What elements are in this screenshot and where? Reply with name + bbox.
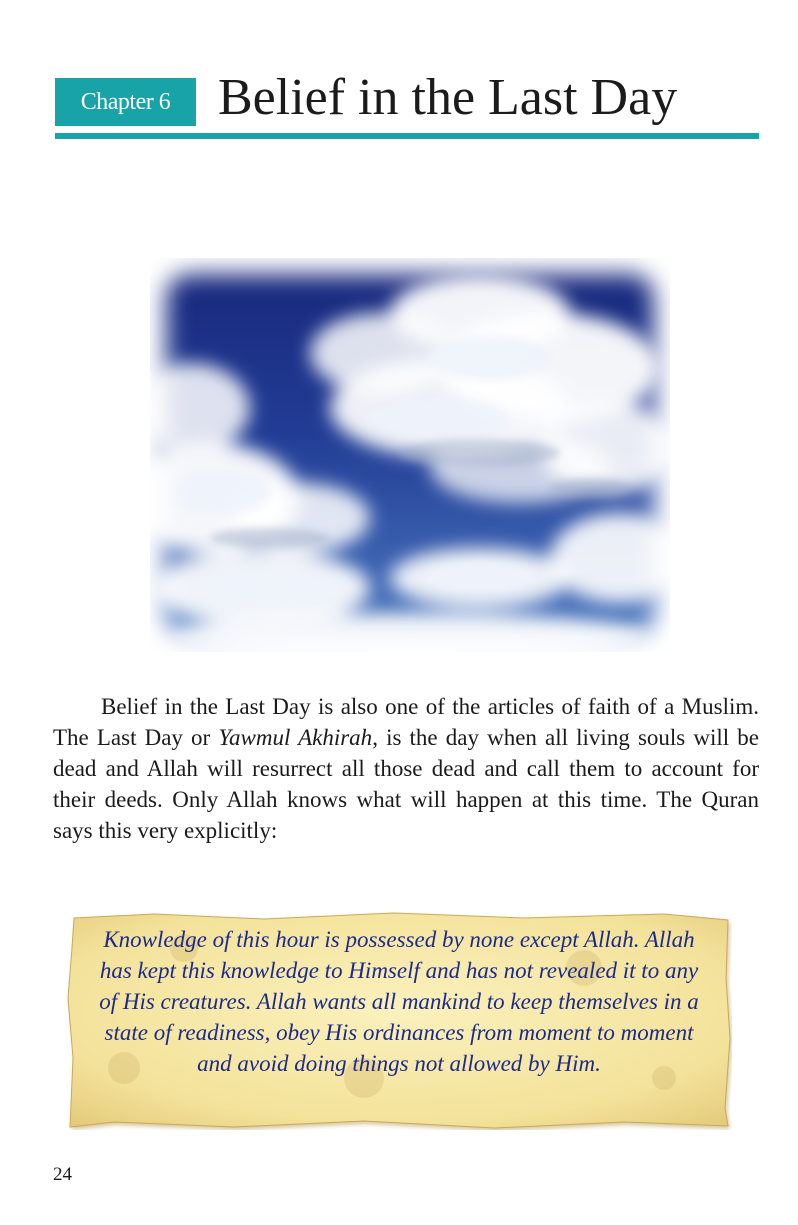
title-rule [55, 133, 759, 139]
yawmul-akhirah-term: Yawmul Akhirah [218, 725, 373, 750]
quote-text: Knowledge of this hour is possessed by none except Allah. Allah has kept this knowledge to Himself and has not revealed it to any of His creatures. Allah wants all mankind to keep themselves in a state of readiness, obey His ordinances from moment to moment and avoid doing things not allowed by Him. [99, 927, 699, 1076]
clouds-photo [150, 258, 670, 652]
page-number: 24 [53, 1164, 72, 1185]
body-text-end: , is the day when all living souls will be dead and Allah will resurrect all those dead and call them to account for their deeds. Only Allah knows what will happen at this time. The Quran says this very explicitly: [53, 725, 759, 843]
page-title: Belief in the Last Day [218, 69, 678, 126]
quote-box [64, 908, 732, 1130]
chapter-badge: Chapter 6 [55, 78, 196, 126]
body-text-start: Belief in the Last Day is also one of the articles of faith of a Muslim. The Last Day or [53, 694, 759, 750]
body-paragraph [53, 691, 759, 846]
